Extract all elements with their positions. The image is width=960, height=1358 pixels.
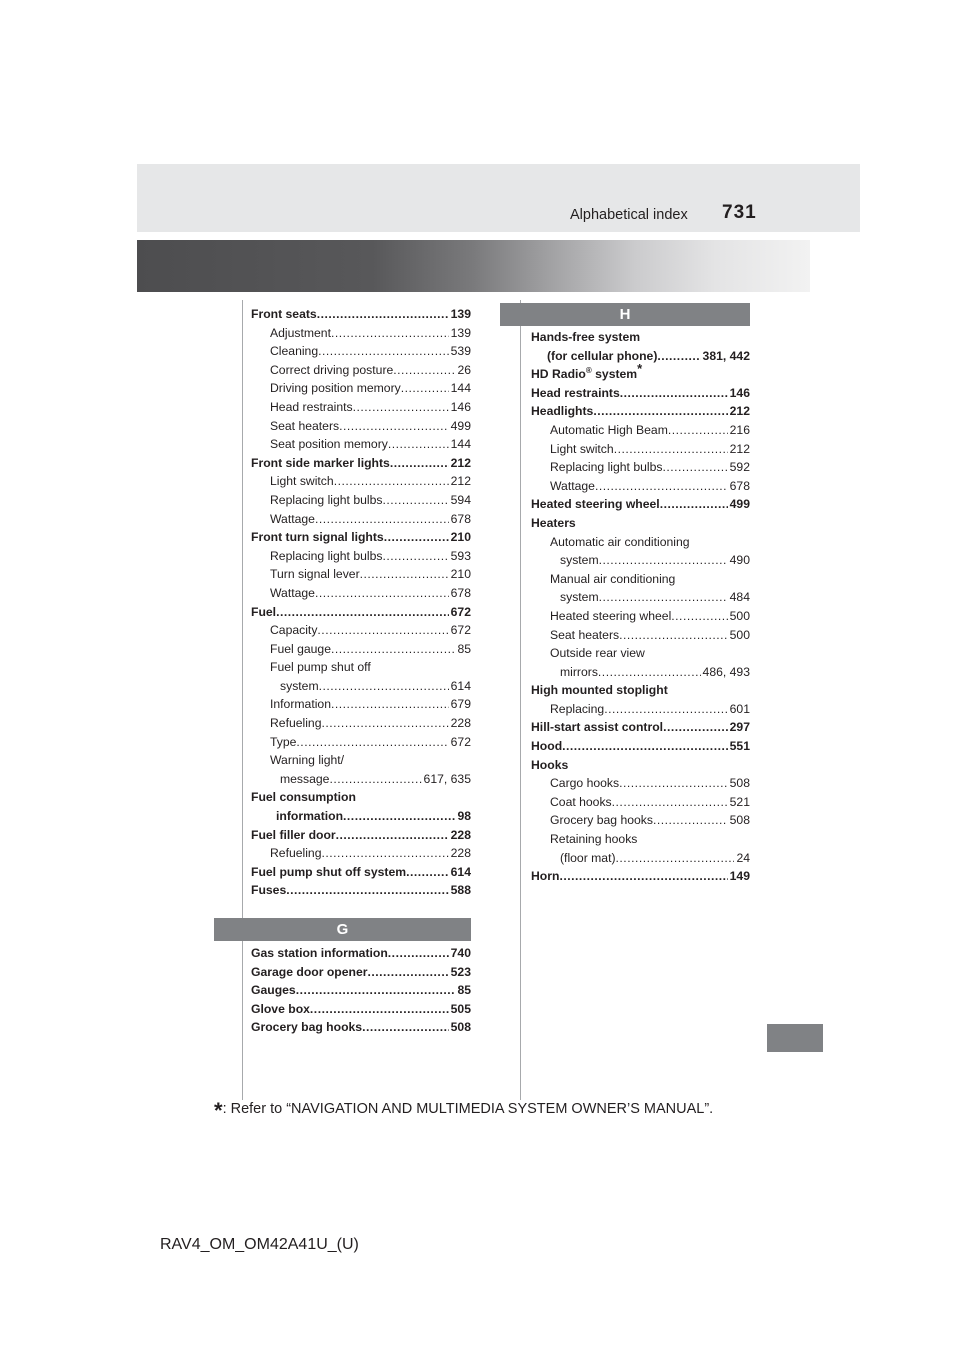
index-entry xyxy=(251,324,471,343)
index-entry-page: 505 xyxy=(450,1001,471,1016)
footnote-text: : Refer to “NAVIGATION AND MULTIMEDIA SYSTEM OWNER’S MANUAL”. xyxy=(222,1101,714,1117)
index-entry-label: (for cellular phone) xyxy=(547,348,658,363)
index-entry-page: 228 xyxy=(450,716,471,731)
index-entry-page: 144 xyxy=(450,381,471,396)
index-entry xyxy=(531,849,750,868)
index-entry-label: Grocery bag hooks xyxy=(550,813,653,828)
index-entry-page: 679 xyxy=(450,697,471,712)
index-entry xyxy=(531,830,750,849)
index-entry xyxy=(531,440,750,459)
index-entry-page: 593 xyxy=(450,548,471,563)
index-entry xyxy=(251,435,471,454)
index-entry-label: Hands-free system xyxy=(531,330,641,344)
index-entry-label: (floor mat) xyxy=(560,850,616,865)
index-entry-page: 297 xyxy=(729,720,750,735)
index-entry xyxy=(251,305,471,324)
index-entry-label: Garage door opener xyxy=(251,964,368,979)
index-entry xyxy=(251,826,471,845)
index-entry xyxy=(251,770,471,789)
index-entry-page: 508 xyxy=(729,776,750,791)
index-entry-page: 672 xyxy=(450,734,471,749)
index-entry-page: 678 xyxy=(450,585,471,600)
footnote xyxy=(214,1098,713,1124)
index-entry-page: 139 xyxy=(450,307,471,321)
index-entry-page: 678 xyxy=(729,478,750,493)
index-entry-page: 210 xyxy=(450,530,471,545)
index-entry-label: system xyxy=(560,590,599,605)
footnote-star-icon: * xyxy=(637,361,643,377)
index-entry-label: High mounted stoplight xyxy=(531,683,668,698)
index-entry-label: Correct driving posture xyxy=(270,362,394,377)
section-header-g xyxy=(214,918,471,941)
index-entry-label: Light switch xyxy=(270,474,334,489)
index-entry-label: Head restraints xyxy=(270,399,353,414)
index-entry xyxy=(251,844,471,863)
index-entry-label: Heaters xyxy=(531,515,576,530)
index-entry xyxy=(251,491,471,510)
index-entry-page: 228 xyxy=(450,846,471,861)
index-entry-label: Fuel filler door xyxy=(251,827,336,842)
index-entry-label: Adjustment xyxy=(270,325,331,340)
index-entry xyxy=(251,640,471,659)
index-entry-page: 212 xyxy=(450,455,471,470)
index-entry-label: Information xyxy=(270,697,331,712)
index-entry-label: message xyxy=(280,771,330,786)
index-entry xyxy=(251,677,471,696)
index-entry xyxy=(251,981,471,1000)
index-entry-label: Glove box xyxy=(251,1001,310,1016)
index-entry-label: Front seats xyxy=(251,307,317,321)
index-entry-page: 149 xyxy=(729,869,750,884)
index-entry xyxy=(531,328,750,347)
index-entry-label: Front side marker lights xyxy=(251,455,390,470)
index-entry-page: 85 xyxy=(457,641,471,656)
index-entry-hd-radio xyxy=(531,361,750,384)
index-entry-label: Horn xyxy=(531,869,560,884)
index-entry-label: Fuel gauge xyxy=(270,641,331,656)
index-entry xyxy=(251,379,471,398)
index-entry-label: information xyxy=(276,809,344,824)
index-entry-label: Fuel pump shut off xyxy=(270,660,371,675)
index-entry xyxy=(531,700,750,719)
index-entry-label: Heated steering wheel xyxy=(550,608,672,623)
index-entry-label: Driving position memory xyxy=(270,381,401,396)
index-entry-page: 614 xyxy=(450,864,471,879)
index-entry-label: Light switch xyxy=(550,441,614,456)
index-entry xyxy=(251,472,471,491)
index-entry-label: Gas station information xyxy=(251,946,388,960)
index-entry-page: 212 xyxy=(450,474,471,489)
index-entry xyxy=(251,963,471,982)
section-letter-h: H xyxy=(619,306,631,323)
footnote-star-icon: * xyxy=(214,1098,223,1123)
index-entry xyxy=(251,398,471,417)
left-divider xyxy=(242,300,243,1100)
index-entry-label: Replacing light bulbs xyxy=(550,460,663,475)
document-code: RAV4_OM_OM42A41U_(U) xyxy=(160,1236,359,1253)
center-divider xyxy=(520,300,521,1100)
index-entry-page: 146 xyxy=(729,385,750,400)
index-entry xyxy=(531,793,750,812)
index-entry xyxy=(531,681,750,700)
section-header-h xyxy=(500,303,750,326)
index-entry xyxy=(251,751,471,770)
index-entry-page: 146 xyxy=(450,399,471,414)
index-entry xyxy=(251,944,471,963)
index-entry-label: Grocery bag hooks xyxy=(251,1020,363,1035)
index-entry xyxy=(251,603,471,622)
index-entry xyxy=(531,533,750,552)
index-entry-label: Retaining hooks xyxy=(550,832,638,847)
index-entry xyxy=(251,863,471,882)
index-entry-label: system xyxy=(280,678,319,693)
index-entry-label: system xyxy=(560,553,599,568)
index-entry xyxy=(251,658,471,677)
index-entry-label: HD Radio xyxy=(531,367,586,382)
index-entry xyxy=(251,510,471,529)
index-entry xyxy=(251,881,471,900)
index-entry-page: 551 xyxy=(729,739,750,754)
index-entry xyxy=(251,454,471,473)
index-entry-page: 588 xyxy=(450,883,471,898)
index-entry xyxy=(251,342,471,361)
index-entry-label: Outside rear view xyxy=(550,646,645,661)
index-entry-page: 212 xyxy=(729,404,750,419)
index-list-h xyxy=(531,328,750,886)
index-entry xyxy=(251,621,471,640)
index-entry-page: 521 xyxy=(729,794,750,809)
index-entry-label: Hood xyxy=(531,739,563,754)
index-list-f xyxy=(251,305,471,900)
index-entry-page: 85 xyxy=(457,983,471,998)
index-entry-label: Cargo hooks xyxy=(550,776,620,791)
index-entry-label: Cleaning xyxy=(270,344,319,359)
index-entry xyxy=(251,547,471,566)
index-entry-page: 144 xyxy=(450,437,471,452)
index-entry-label: Wattage xyxy=(270,511,315,526)
index-entry-label: Refueling xyxy=(270,846,322,861)
index-entry-page: 500 xyxy=(729,627,750,642)
index-entry-page: 499 xyxy=(729,497,750,512)
index-entry xyxy=(251,733,471,752)
registered-mark: ® xyxy=(585,366,592,376)
index-entry xyxy=(531,514,750,533)
index-entry xyxy=(251,528,471,547)
index-entry-label: Hill-start assist control xyxy=(531,720,664,735)
index-entry-page: 740 xyxy=(450,946,471,960)
index-entry-page: 212 xyxy=(729,441,750,456)
index-entry-label: Automatic air conditioning xyxy=(550,534,690,549)
index-entry-label: Turn signal lever xyxy=(270,567,360,582)
index-entry xyxy=(531,495,750,514)
index-entry xyxy=(251,714,471,733)
index-entry xyxy=(251,361,471,380)
index-entry-label: Refueling xyxy=(270,716,322,731)
index-entry-page: 601 xyxy=(729,701,750,716)
index-entry xyxy=(531,756,750,775)
index-entry xyxy=(531,570,750,589)
index-entry xyxy=(531,588,750,607)
index-entry-label: Heated steering wheel xyxy=(531,497,660,512)
index-entry-page: 499 xyxy=(450,418,471,433)
index-entry xyxy=(531,774,750,793)
index-entry-page: 210 xyxy=(450,567,471,582)
chapter-tab xyxy=(767,1024,823,1052)
index-entry xyxy=(251,1018,471,1037)
index-entry xyxy=(251,695,471,714)
index-entry-label: Fuel xyxy=(251,604,277,619)
index-entry-page: 490 xyxy=(729,553,750,568)
index-entry xyxy=(531,421,750,440)
index-entry-label: Seat position memory xyxy=(270,437,388,452)
index-entry xyxy=(251,417,471,436)
index-entry xyxy=(251,565,471,584)
index-entry-page: 486, 493 xyxy=(702,664,750,679)
index-entry-label: Fuel consumption xyxy=(251,790,356,805)
index-entry-page: 98 xyxy=(457,809,471,824)
index-entry-page: 678 xyxy=(450,511,471,526)
index-entry-label: Warning light/ xyxy=(270,753,345,768)
index-entry xyxy=(251,788,471,807)
index-entry xyxy=(531,402,750,421)
index-entry-page: 508 xyxy=(729,813,750,828)
index-entry-label: Fuel pump shut off system xyxy=(251,864,407,879)
index-entry-label-suffix: system xyxy=(591,367,638,382)
index-list-h-rest xyxy=(531,384,750,886)
index-entry xyxy=(531,607,750,626)
index-entry-page: 228 xyxy=(450,827,471,842)
index-entry-label: Capacity xyxy=(270,623,318,638)
index-entry-label: Gauges xyxy=(251,983,296,998)
page-number: 731 xyxy=(722,202,757,223)
index-entry xyxy=(531,458,750,477)
index-entry-page: 594 xyxy=(450,492,471,507)
index-entry-page: 539 xyxy=(450,344,471,359)
index-entry-page: 500 xyxy=(729,608,750,623)
index-entry-label: Replacing light bulbs xyxy=(270,548,383,563)
index-entry-page: 672 xyxy=(450,604,471,619)
index-list-g xyxy=(251,944,471,1037)
index-entry-label: Replacing light bulbs xyxy=(270,492,383,507)
index-entry xyxy=(531,477,750,496)
index-entry-label: Replacing xyxy=(550,701,605,716)
index-entry-label: Automatic High Beam xyxy=(550,422,668,437)
index-entry xyxy=(251,807,471,826)
index-entry-page: 139 xyxy=(450,325,471,340)
index-entry xyxy=(531,644,750,663)
index-entry-label: mirrors xyxy=(560,664,598,679)
index-entry xyxy=(531,663,750,682)
index-entry-page: 508 xyxy=(450,1020,471,1035)
index-entry-label: Coat hooks xyxy=(550,794,612,809)
index-entry-label: Wattage xyxy=(270,585,315,600)
index-entry-label: Head restraints xyxy=(531,385,620,400)
index-entry-page: 592 xyxy=(729,460,750,475)
page-section-title: Alphabetical index xyxy=(570,207,688,223)
index-entry-page: 672 xyxy=(450,623,471,638)
index-entry xyxy=(531,811,750,830)
section-letter-g: G xyxy=(336,921,349,938)
index-entry xyxy=(531,867,750,886)
index-entry-label: Headlights xyxy=(531,404,594,419)
index-entry-label: Front turn signal lights xyxy=(251,530,384,545)
index-entry-label: Fuses xyxy=(251,883,287,898)
index-entry-label: Hooks xyxy=(531,757,569,772)
index-entry xyxy=(531,384,750,403)
index-entry-label: Wattage xyxy=(550,478,595,493)
index-entry-label: Seat heaters xyxy=(270,418,340,433)
index-entry-page: 484 xyxy=(729,590,750,605)
index-entry xyxy=(251,1000,471,1019)
index-entry-label: Seat heaters xyxy=(550,627,620,642)
index-entry-page: 381, 442 xyxy=(702,348,750,363)
index-entry xyxy=(531,737,750,756)
index-entry-page: 523 xyxy=(450,964,471,979)
index-entry-page: 24 xyxy=(736,850,750,865)
index-entry-label: Type xyxy=(270,734,297,749)
index-entry-label: Manual air conditioning xyxy=(550,571,676,586)
index-entry xyxy=(251,584,471,603)
index-entry-page: 614 xyxy=(450,678,471,693)
index-entry xyxy=(531,718,750,737)
index-entry-page: 216 xyxy=(729,422,750,437)
index-entry-page: 617, 635 xyxy=(423,771,471,786)
index-entry-page: 26 xyxy=(457,362,471,377)
index-entry xyxy=(531,626,750,645)
index-entry xyxy=(531,551,750,570)
decorative-gradient-bar xyxy=(137,240,810,292)
